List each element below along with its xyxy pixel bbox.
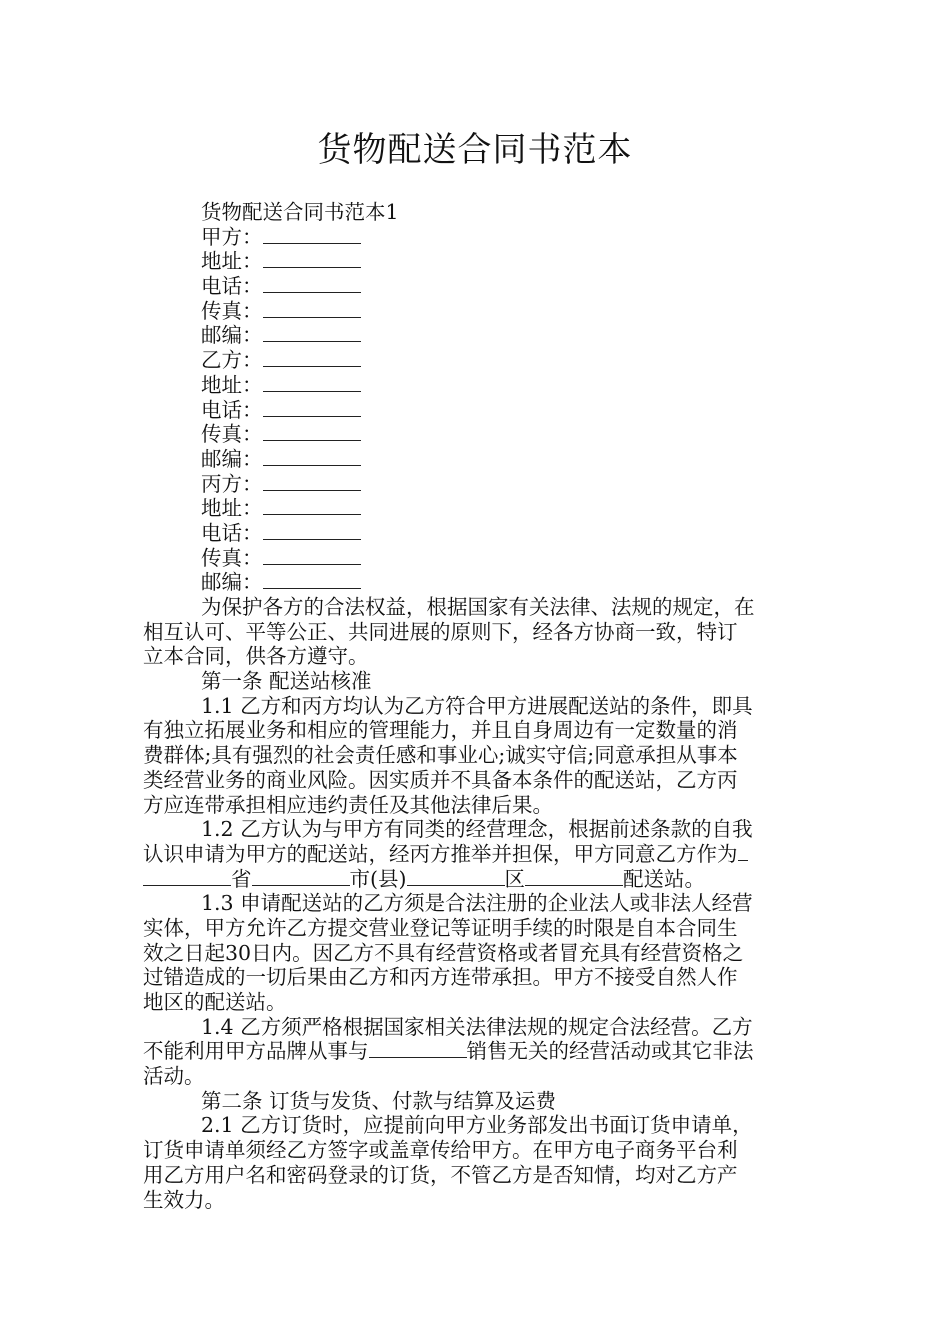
- fill-blank: [263, 348, 361, 367]
- document-body: [143, 200, 807, 1212]
- district-label: 区: [504, 866, 525, 891]
- paragraph-line: [143, 867, 807, 892]
- fill-blank: [407, 867, 505, 886]
- party-b-phone-field: [143, 398, 807, 423]
- fill-blank: [143, 867, 231, 886]
- paragraph-line: [143, 842, 807, 867]
- field-label: 邮编：: [201, 446, 263, 471]
- field-label: 传真：: [201, 422, 263, 447]
- station-label: 配送站。: [623, 866, 705, 891]
- party-a-address-field: [143, 249, 807, 274]
- party-fields: [143, 225, 807, 595]
- fill-blank: [263, 373, 361, 392]
- article-2-heading: 第二条 订货与发货、付款与结算及运费: [201, 1088, 557, 1113]
- party-a-fax-field: [143, 299, 807, 324]
- party-a-postcode-field: [143, 323, 807, 348]
- fill-blank: [263, 472, 361, 491]
- paragraph-line: 类经营业务的商业风险。因实质并不具备本条件的配送站，乙方丙: [143, 767, 738, 792]
- party-c-address-field: [143, 496, 807, 521]
- subtitle: 货物配送合同书范本1: [201, 200, 399, 224]
- paragraph-line: 订货申请单须经乙方签字或盖章传给甲方。在甲方电子商务平台利: [143, 1138, 738, 1163]
- party-c-fax-field: [143, 546, 807, 571]
- paragraph-line: 1.3 申请配送站的乙方须是合法注册的企业法人或非法人经营: [201, 891, 753, 916]
- field-label: 乙方：: [201, 348, 263, 373]
- paragraph-line: 用乙方用户名和密码登录的订货，不管乙方是否知情，均对乙方产: [143, 1162, 738, 1187]
- fill-blank: [263, 249, 361, 268]
- paragraph-line: 为保护各方的合法权益，根据国家有关法律、法规的规定，在: [201, 595, 755, 619]
- paragraph-line: 生效力。: [143, 1187, 225, 1212]
- fill-blank: [525, 867, 623, 886]
- paragraph-line: 1.4 乙方须严格根据国家相关法律法规的规定合法经营。乙方: [201, 1014, 753, 1039]
- fill-blank: [263, 521, 361, 540]
- fill-blank: [263, 422, 361, 441]
- paragraph-line: 1.1 乙方和丙方均认为乙方符合甲方进展配送站的条件，即具: [201, 693, 753, 718]
- clause-1-4: [143, 1015, 807, 1089]
- fill-blank: [252, 867, 350, 886]
- clause-1-2: [143, 817, 807, 891]
- field-label: 传真：: [201, 545, 263, 570]
- fill-blank: [263, 274, 361, 293]
- paragraph-line: [143, 1039, 807, 1064]
- paragraph-line: 方应连带承担相应违约责任及其他法律后果。: [143, 792, 553, 817]
- field-label: 电话：: [201, 520, 263, 545]
- fill-blank: [263, 398, 361, 417]
- paragraph-line: 费群体;具有强烈的社会责任感和事业心;诚实守信;同意承担从事本: [143, 743, 738, 768]
- field-label: 地址：: [201, 249, 263, 274]
- line-text: 销售无关的经营活动或其它非法: [466, 1039, 754, 1064]
- party-b-field: [143, 348, 807, 373]
- paragraph-line: 2.1 乙方订货时，应提前向甲方业务部发出书面订货申请单，: [201, 1113, 753, 1138]
- fill-blank: [369, 1039, 467, 1058]
- fill-blank: [263, 496, 361, 515]
- province-label: 省: [231, 866, 252, 891]
- clause-1-3: [143, 891, 807, 1014]
- fill-blank: [738, 842, 748, 861]
- party-a-phone-field: [143, 274, 807, 299]
- line-text: 认识申请为甲方的配送站，经丙方推举并担保，甲方同意乙方作为: [143, 841, 738, 866]
- fill-blank: [263, 323, 361, 342]
- party-c-field: [143, 472, 807, 497]
- field-label: 地址：: [201, 496, 263, 521]
- clause-2-1: [143, 1113, 807, 1212]
- intro-paragraph: [143, 595, 807, 669]
- paragraph-line: 相互认可、平等公正、共同进展的原则下，经各方协商一致，特订: [143, 619, 738, 644]
- paragraph-line: 立本合同，供各方遵守。: [143, 644, 369, 669]
- field-label: 丙方：: [201, 471, 263, 496]
- field-label: 传真：: [201, 298, 263, 323]
- paragraph-line: 效之日起30日内。因乙方不具有经营资格或者冒充具有经营资格之: [143, 940, 744, 965]
- fill-blank: [263, 299, 361, 318]
- city-label: 市(县): [349, 866, 407, 891]
- field-label: 电话：: [201, 397, 263, 422]
- paragraph-line: 有独立拓展业务和相应的管理能力，并且自身周边有一定数量的消: [143, 718, 738, 743]
- fill-blank: [263, 570, 361, 589]
- party-b-postcode-field: [143, 447, 807, 472]
- fill-blank: [263, 546, 361, 565]
- party-b-fax-field: [143, 422, 807, 447]
- party-a-field: [143, 225, 807, 250]
- field-label: 邮编：: [201, 323, 263, 348]
- party-b-address-field: [143, 373, 807, 398]
- paragraph-line: 过错造成的一切后果由乙方和丙方连带承担。甲方不接受自然人作: [143, 965, 738, 990]
- field-label: 地址：: [201, 372, 263, 397]
- field-label: 电话：: [201, 274, 263, 299]
- fill-blank: [263, 447, 361, 466]
- field-label: 邮编：: [201, 570, 263, 595]
- line-text: 不能利用甲方品牌从事与: [143, 1039, 369, 1064]
- party-c-phone-field: [143, 521, 807, 546]
- party-c-postcode-field: [143, 570, 807, 595]
- fill-blank: [263, 225, 361, 244]
- clause-1-1: [143, 694, 807, 817]
- paragraph-line: 地区的配送站。: [143, 990, 287, 1014]
- paragraph-line: 1.2 乙方认为与甲方有同类的经营理念，根据前述条款的自我: [201, 817, 753, 842]
- field-label: 甲方：: [201, 224, 263, 249]
- paragraph-line: 活动。: [143, 1064, 205, 1089]
- paragraph-line: 实体，甲方允许乙方提交营业登记等证明手续的时限是自本合同生: [143, 915, 738, 940]
- document-title: 货物配送合同书范本: [317, 130, 633, 170]
- article-1-heading: 第一条 配送站核准: [201, 669, 372, 694]
